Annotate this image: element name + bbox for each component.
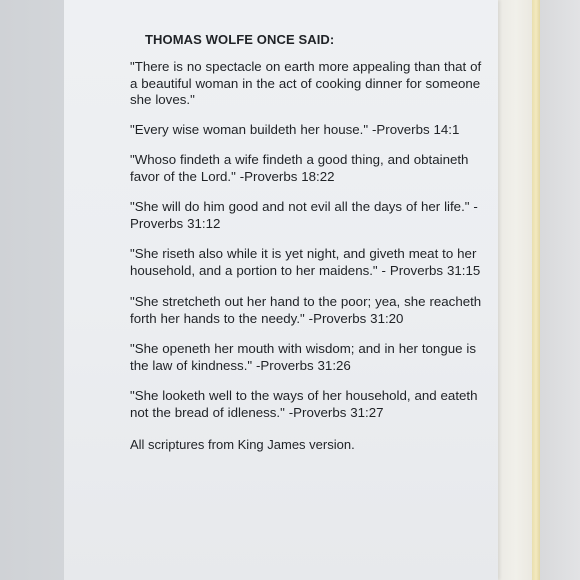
scripture-source-note: All scriptures from King James version. <box>130 437 355 452</box>
page-title: THOMAS WOLFE ONCE SAID: <box>145 32 335 47</box>
quote-proverbs-31-27: "She looketh well to the ways of her household, and eateth not the bread of idleness." -Proverbs 31:27 <box>130 388 478 420</box>
quote-proverbs-14-1: "Every wise woman buildeth her house." -Proverbs 14:1 <box>130 121 460 137</box>
quote-proverbs-31-12: "She will do him good and not evil all the days of her life." -Proverbs 31:12 <box>130 199 478 231</box>
booklet-spine <box>532 0 540 580</box>
quote-thomas-wolfe: "There is no spectacle on earth more appealing than that of a beautiful woman in the act of cooking dinner for someone she loves." <box>130 59 482 107</box>
quote-proverbs-18-22: "Whoso findeth a wife findeth a good thing, and obtaineth favor of the Lord." -Proverbs 18:22 <box>130 152 469 184</box>
quote-proverbs-31-20: "She stretcheth out her hand to the poor; yea, she reacheth forth her hands to the needy." -Proverbs 31:20 <box>130 294 482 326</box>
quote-proverbs-31-15: "She riseth also while it is yet night, and giveth meat to her household, and a portion to her maidens." - Proverbs 31:15 <box>130 246 481 278</box>
quote-proverbs-31-26: "She openeth her mouth with wisdom; and in her tongue is the law of kindness." -Proverbs 31:26 <box>130 341 476 373</box>
booklet-page <box>64 0 498 580</box>
table-surface <box>540 0 580 580</box>
